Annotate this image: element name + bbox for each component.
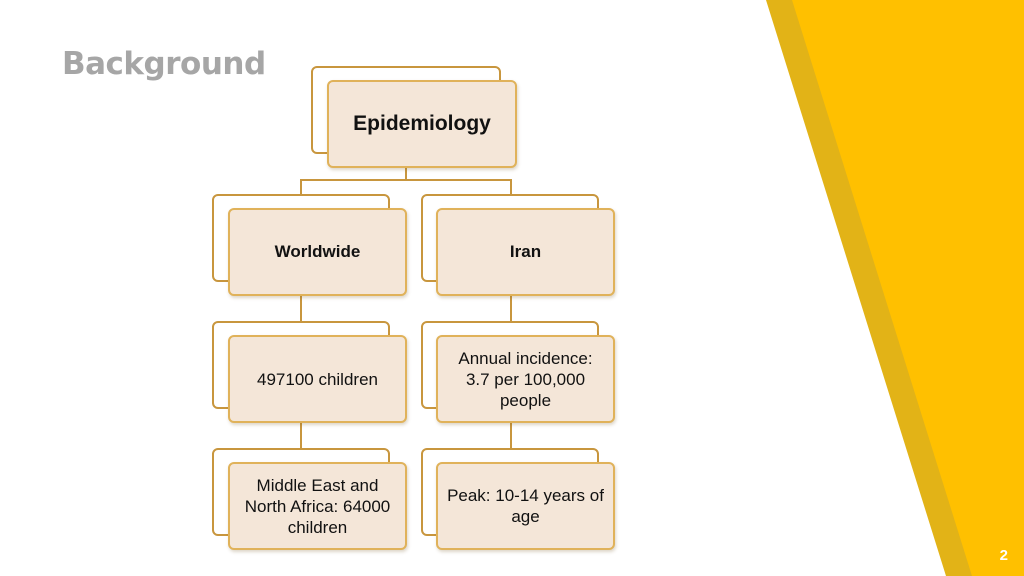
connector-iran-drop xyxy=(510,180,512,194)
worldwide-item-children-count: 497100 children xyxy=(228,335,407,423)
iran-item-annual-incidence: Annual incidence: 3.7 per 100,000 people xyxy=(436,335,615,423)
worldwide-item-mena-children: Middle East and North Africa: 64000 children xyxy=(228,462,407,550)
slide-title: Background xyxy=(62,46,266,82)
connector-horizontal xyxy=(300,179,512,181)
connector-worldwide-to-item1 xyxy=(300,296,302,322)
root-node-epidemiology: Epidemiology xyxy=(327,80,517,168)
connector-worldwide-drop xyxy=(300,180,302,194)
connector-worldwide-to-item2 xyxy=(300,423,302,449)
page-number: 2 xyxy=(999,547,1008,564)
iran-item-peak-age: Peak: 10-14 years of age xyxy=(436,462,615,550)
connector-iran-to-item1 xyxy=(510,296,512,322)
branch-node-iran: Iran xyxy=(436,208,615,296)
connector-iran-to-item2 xyxy=(510,423,512,449)
branch-node-worldwide: Worldwide xyxy=(228,208,407,296)
band-main xyxy=(792,0,1024,576)
